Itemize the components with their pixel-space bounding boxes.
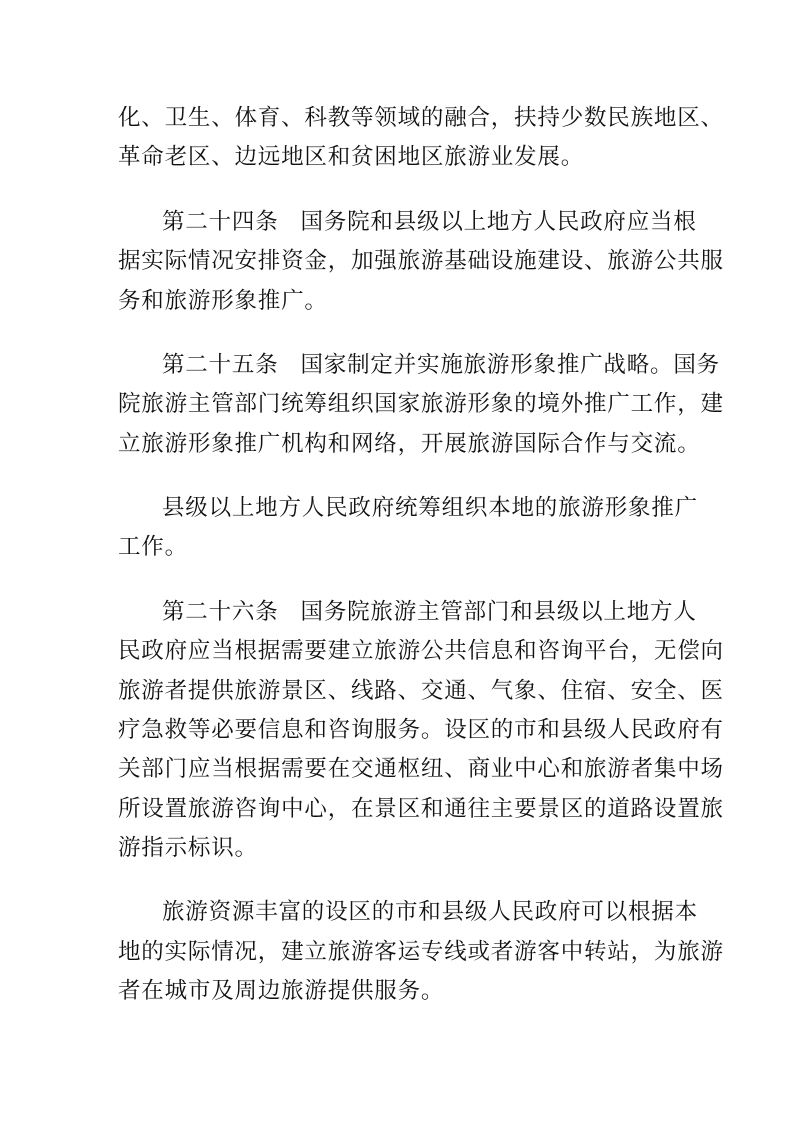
paragraph-line: 旅游者提供旅游景区、线路、交通、气象、住宿、安全、医 [118, 678, 724, 704]
article-number: 第二十四条 [162, 209, 279, 235]
paragraph-line: 地的实际情况，建立旅游客运专线或者游客中转站，为旅游 [118, 939, 724, 965]
paragraph-line: 革命老区、边远地区和贫困地区旅游业发展。 [118, 144, 585, 170]
paragraph-line: 化、卫生、体育、科教等领域的融合，扶持少数民族地区、 [118, 105, 724, 131]
article-24-first-line [162, 207, 722, 237]
article-25-first-line [162, 350, 722, 380]
paragraph-line: 疗急救等必要信息和咨询服务。设区的市和县级人民政府有 [118, 717, 724, 743]
paragraph-line: 所设置旅游咨询中心，在景区和通往主要景区的道路设置旅 [118, 796, 724, 822]
paragraph-line: 立旅游形象推广机构和网络，开展旅游国际合作与交流。 [118, 431, 701, 457]
paragraph-line: 关部门应当根据需要在交通枢纽、商业中心和旅游者集中场 [118, 756, 724, 782]
article-26-first-line [162, 597, 722, 627]
paragraph-line: 工作。 [118, 534, 188, 560]
paragraph-line: 院旅游主管部门统筹组织国家旅游形象的境外推广工作，建 [118, 391, 724, 417]
paragraph-line: 民政府应当根据需要建立旅游公共信息和咨询平台，无偿向 [118, 638, 724, 664]
article-text: 国务院和县级以上地方人民政府应当根 [300, 209, 697, 235]
paragraph-line: 者在城市及周边旅游提供服务。 [118, 978, 445, 1004]
paragraph-line: 游指示标识。 [118, 835, 258, 861]
article-text: 国家制定并实施旅游形象推广战略。国务 [300, 352, 720, 378]
paragraph-first-line: 旅游资源丰富的设区的市和县级人民政府可以根据本 [162, 899, 698, 925]
paragraph-line: 据实际情况安排资金，加强旅游基础设施建设、旅游公共服 [118, 248, 724, 274]
article-text: 国务院旅游主管部门和县级以上地方人 [300, 599, 697, 625]
paragraph-first-line: 县级以上地方人民政府统筹组织本地的旅游形象推广 [162, 495, 698, 521]
article-number: 第二十六条 [162, 599, 279, 625]
article-number: 第二十五条 [162, 352, 279, 378]
paragraph-line: 务和旅游形象推广。 [118, 288, 328, 314]
